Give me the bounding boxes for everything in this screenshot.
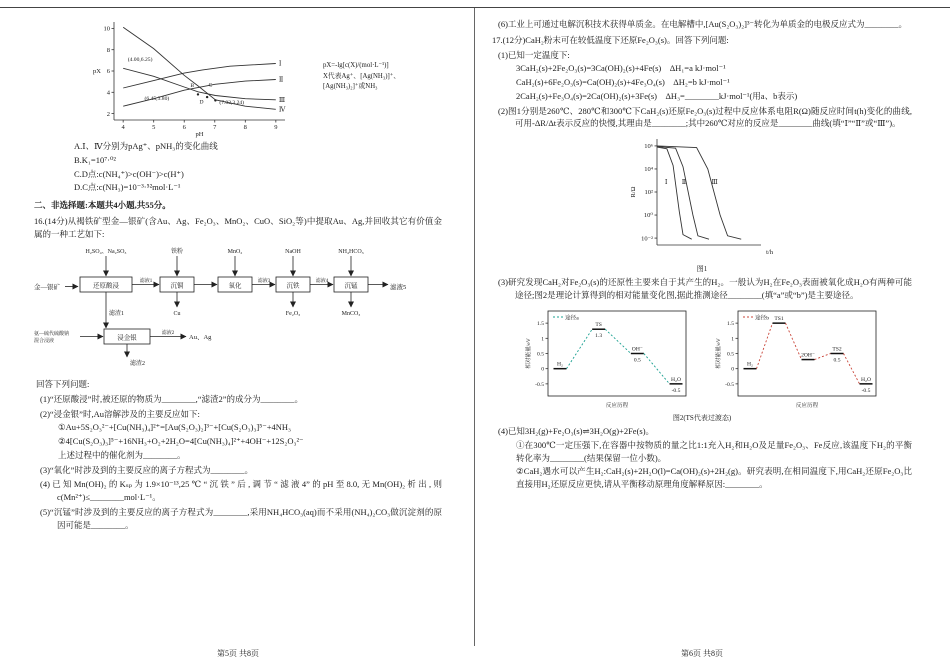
px-def-line1: pX=-lg[c(X)/(mol·L⁻¹)] [323,61,389,69]
section-2-header: 二、非选择题:本题共4小题,共55分。 [34,200,171,210]
svg-text:2OH⁻: 2OH⁻ [801,352,815,359]
svg-text:6: 6 [182,124,186,131]
svg-text:t/h: t/h [766,249,773,256]
q16-answer-prompt: 回答下列问题: [36,379,90,389]
svg-text:混合浸液: 混合浸液 [34,339,55,345]
q16-item-1: (1)“还原酸浸”时,被还原的物质为________,“滤渣2”的成分为________。 [40,393,304,404]
svg-text:滤液2: 滤液2 [161,331,175,337]
svg-text:反应历程: 反应历程 [795,402,819,409]
option-b: B.K₁=10⁷·⁰² [74,154,116,165]
q16-item-6: (6)工业上可通过电解沉积技术获得单质金。在电解槽中,[Au(S₂O₃)₂]³⁻转化为单质金的电极反应式为________。 [498,19,908,29]
q16-item-4: (4)已知Mn(OH)₂的Kₛₚ为1.9×10⁻¹³,25℃“沉铁”后,调节“滤液4”的pH至8.0,无Mn(OH)₂析出,则c(Mn²⁺)≤________mol·L⁻¹。 [40,479,442,502]
svg-text:10: 10 [103,25,110,33]
svg-text:浸金银: 浸金银 [117,334,137,342]
svg-text:反应历程: 反应历程 [605,402,629,409]
q17-eq3: 2CaH₂(s)+Fe₃O₄(s)=2Ca(OH)₂(s)+3Fe(s) ΔH₃=________kJ·mol⁻¹(用a、b表示) [516,90,798,101]
svg-text:1.5: 1.5 [536,320,544,327]
svg-text:D: D [199,99,204,106]
q17-intro: 17.(12分)CaH₂粉末可在较低温度下还原Fe₂O₃(s)。回答下列问题: [492,34,729,45]
svg-text:(7.02,3.24): (7.02,3.24) [219,100,245,107]
svg-text:0.5: 0.5 [833,357,841,364]
figure-px-ph [90,16,442,138]
q16-item-2-eq2: ②4[Cu(S₂O₃)₃]⁵⁻+16NH₃+O₂+2H₂O=4[Cu(NH₃)₄]²⁺+4OH⁻+12S₂O₃²⁻ [58,436,304,446]
svg-text:相对能量/eV: 相对能量/eV [525,338,532,369]
px-def-line2: X代表Ag⁺、[Ag(NH₃)]⁺、 [323,72,401,80]
center-page-divider [474,8,475,646]
svg-text:途径a: 途径a [564,315,579,322]
svg-text:B: B [190,82,195,89]
svg-text:H₂SO₄、Na₂SO₃: H₂SO₄、Na₂SO₃ [85,249,127,256]
page-5-footer: 第5页 共8页 [217,649,259,658]
svg-text:1: 1 [731,336,735,343]
svg-text:相对能量/eV: 相对能量/eV [716,338,723,369]
svg-text:TS1: TS1 [774,315,784,322]
svg-text:Ⅲ: Ⅲ [278,96,286,104]
svg-text:NaOH: NaOH [285,249,301,256]
svg-text:滤渣2: 滤渣2 [130,361,146,368]
svg-text:H₂: H₂ [747,361,754,368]
svg-text:pH: pH [195,131,204,138]
svg-text:途径b: 途径b [755,315,770,322]
svg-text:R/Ω: R/Ω [630,186,637,198]
svg-text:C: C [208,82,213,89]
svg-text:H₂O: H₂O [670,376,681,383]
svg-text:Ⅰ: Ⅰ [278,60,282,68]
svg-text:铁粉: 铁粉 [170,249,184,256]
svg-text:H₂O: H₂O [861,376,872,383]
q17-item-2: (2)图1分别是260℃、280℃和300℃下CaH₂(s)还原Fe₂O₃(s)过程中反应体系电阻R(Ω)随反应时间t(h)变化的曲线,可用-ΔR/Δt表示反应的快慢,其理由是________;其中260℃对应的反应是________曲线(填“Ⅰ”“Ⅱ”或“Ⅲ”)。 [498,105,912,129]
svg-text:1.5: 1.5 [727,320,735,327]
svg-text:TS: TS [595,321,602,328]
q17-item-4: (4)已知3H₂(g)+Fe₂O₃(s)⇌3H₂O(g)+2Fe(s)。 [498,426,655,436]
q16-item-2: (2)“浸金银”时,Au溶解涉及的主要反应如下: [40,408,200,419]
svg-text:滤液3: 滤液3 [257,279,271,285]
q16-item-5: (5)“沉锰”时涉及到的主要反应的离子方程式为________,采用NH₄HCO₃(aq)而不采用(NH₄)₂CO₃做沉淀剂的原因可能是________。 [40,506,442,530]
q17-eq2: CaH₂(s)+6Fe₂O₃(s)=Ca(OH)₂(s)+4Fe₃O₄(s) ΔH₂=b kJ·mol⁻¹ [516,77,730,87]
svg-text:-0.5: -0.5 [725,381,735,388]
svg-text:(4.00,6.25): (4.00,6.25) [127,56,153,63]
svg-text:7: 7 [213,124,217,131]
q16-flowchart-wrap [34,243,442,375]
svg-text:MnCO₃: MnCO₃ [341,311,361,318]
svg-text:Ⅱ: Ⅱ [278,76,284,84]
svg-text:NH₄HCO₃: NH₄HCO₃ [338,249,364,256]
svg-text:还原酸浸: 还原酸浸 [93,282,119,290]
q16-item-2-eq1: ①Au+5S₂O₃²⁻+[Cu(NH₃)₄]²⁺=[Au(S₂O₃)₂]³⁻+[Cu(S₂O₃)₃]⁵⁻+4NH₃ [58,422,291,433]
svg-text:Ⅰ: Ⅰ [664,178,668,186]
svg-text:H₂: H₂ [556,361,563,368]
q16-item-3: (3)“氧化”时涉及到的主要反应的离子方程式为________。 [40,464,253,475]
svg-text:滤液4: 滤液4 [315,279,329,285]
svg-text:Cu: Cu [173,311,181,318]
svg-text:0.5: 0.5 [727,351,735,358]
page-6-footer: 第6页 共8页 [681,649,723,658]
svg-text:10⁴: 10⁴ [644,166,653,174]
svg-text:0.5: 0.5 [536,351,544,358]
px-def-line3: [Ag(NH₃)₂]⁺或NH₃ [323,83,378,91]
figure-1-wrap [492,133,912,274]
svg-text:2: 2 [106,110,110,118]
q16-intro: 16.(14分)从褐铁矿型金—银矿(含Au、Ag、Fe₂O₃、MnO₂、CuO、SiO₂等)中提取Au、Ag,并回收其它有价值金属的一种工艺如下: [34,215,442,239]
svg-text:5: 5 [152,124,156,131]
svg-text:OH⁻: OH⁻ [631,346,643,353]
svg-text:4: 4 [121,124,125,131]
svg-text:6: 6 [106,68,110,76]
q16-item-2-tail: 上述过程中的催化剂为________。 [58,449,186,460]
svg-text:-0.5: -0.5 [861,387,871,394]
option-a: A.Ⅰ、Ⅳ分别为pAg⁺、pNH₃的变化曲线 [74,141,218,151]
svg-text:10²: 10² [644,189,653,197]
svg-text:8: 8 [106,46,110,54]
svg-text:9: 9 [274,124,278,131]
figure-2-caption: 图2(TS代表过渡态) [672,413,732,422]
svg-text:-0.5: -0.5 [535,381,544,388]
svg-text:沉铜: 沉铜 [170,282,184,290]
svg-text:滤液1: 滤液1 [139,279,153,285]
svg-text:氧化: 氧化 [228,282,242,290]
option-d: D.C点:c(NH₃)=10⁻³·⁵²mol·L⁻¹ [74,182,181,193]
svg-text:金—银矿: 金—银矿 [34,284,60,292]
svg-text:(6.45,3.80): (6.45,3.80) [144,95,170,102]
svg-text:-0.5: -0.5 [671,387,681,394]
px-ph-graph [90,16,315,138]
svg-text:10⁶: 10⁶ [644,143,653,151]
q17-eq1: 3CaH₂(s)+2Fe₂O₃(s)=3Ca(OH)₂(s)+4Fe(s) ΔH₁=a kJ·mol⁻¹ [516,63,726,74]
svg-text:1: 1 [541,336,544,343]
option-c: C.D点:c(NH₄⁺)>c(OH⁻)>c(H⁺) [74,168,184,179]
svg-text:Ⅱ: Ⅱ [681,178,687,186]
q17-item-4-sub2: ②CaH₂遇水可以产生H₂:CaH₂(s)+2H₂O(l)=Ca(OH)₂(s)+2H₂(g)。研究表明,在相同温度下,用CaH₂还原Fe₂O₃比直接用H₂还原反应更快,请从平衡移动原理角度解释原因:________。 [516,466,912,489]
svg-text:沉铁: 沉铁 [286,282,300,290]
svg-text:TS2: TS2 [832,346,842,353]
svg-text:滤液5: 滤液5 [390,284,407,292]
figure-1-caption: 图1 [696,264,708,273]
svg-text:滤渣1: 滤渣1 [109,311,125,318]
process-flowchart [34,243,444,371]
q17-item-4-sub1: ①在300℃一定压强下,在容器中按物质的量之比1:1充入H₂和H₂O及足量Fe₂O₃、Fe反应,该温度下H₂的平衡转化率为________(结果保留一位小数)。 [516,439,912,463]
svg-text:10⁰: 10⁰ [643,212,653,220]
page-5 [34,16,442,672]
svg-text:Ⅲ: Ⅲ [711,178,718,186]
svg-text:pX: pX [93,68,101,75]
q17-item-1: (1)已知一定温度下: [498,49,570,60]
energy-diagram-pathway-b [712,305,882,410]
figure-2-wrap [492,305,912,423]
q17-item-3: (3)研究发现CaH₂对Fe₂O₃(s)的还原性主要来自于其产生的H₂。一般认为H₂在Fe₂O₃表面被氧化成H₂O有两种可能途径;图2是理论计算得到的相对能量变化图,据此推测途径________(填“a”或“b”)是主要途径。 [498,277,912,300]
svg-text:8: 8 [243,124,247,131]
svg-text:氨—硫代硫酸钠: 氨—硫代硫酸钠 [34,332,70,338]
resistance-time-graph [627,133,777,261]
svg-text:Au、Ag: Au、Ag [189,334,212,342]
svg-text:0: 0 [541,366,544,373]
px-definition-text [323,61,442,94]
svg-text:0.5: 0.5 [633,357,641,364]
svg-text:Ⅳ: Ⅳ [278,106,286,114]
page-6 [492,16,912,672]
svg-text:1.3: 1.3 [595,332,603,339]
svg-text:Fe₂O₃: Fe₂O₃ [285,311,301,318]
svg-text:4: 4 [106,89,110,97]
energy-diagram-pathway-a [522,305,692,410]
svg-text:10⁻²: 10⁻² [641,235,653,243]
svg-text:沉锰: 沉锰 [344,282,358,290]
top-rule [0,7,950,8]
svg-text:0: 0 [731,366,735,373]
svg-text:MnO₂: MnO₂ [227,249,243,256]
